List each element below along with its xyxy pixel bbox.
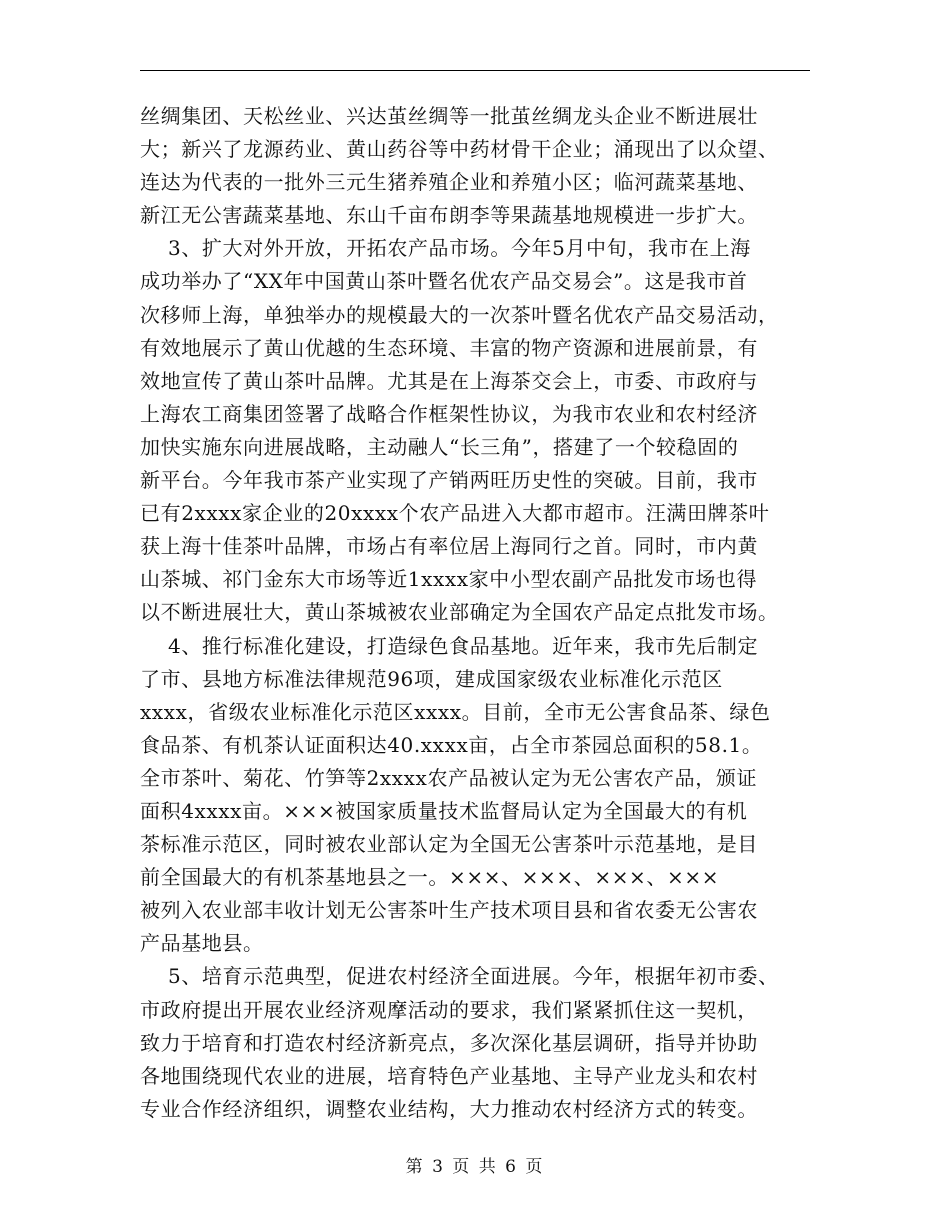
paragraph-start-line: 3、扩大对外开放，开拓农产品市场。今年5月中旬，我市在上海: [168, 236, 751, 261]
text-line: 市政府提出开展农业经济观摩活动的要求，我们紧紧抓住这一契机，: [140, 997, 758, 1022]
text-line: 次移师上海，单独举办的规模最大的一次茶叶暨名优农产品交易活动，: [140, 302, 779, 327]
text-line: 新平台。今年我市茶产业实现了产销两旺历史性的突破。目前，我市: [140, 468, 758, 493]
text-line: 丝绸集团、天松丝业、兴达茧丝绸等一批茧丝绸龙头企业不断进展壮: [140, 104, 758, 128]
paragraph-start-line: 5、培育示范典型，促进农村经济全面进展。今年，根据年初市委、: [168, 964, 779, 989]
text-line: xxxx，省级农业标准化示范区xxxx。目前，全市无公害食品茶、绿色: [140, 699, 771, 724]
text-line: 上海农工商集团签署了战略合作框架性协议，为我市农业和农村经济: [140, 401, 758, 426]
page-number-footer: 第 3 页 共 6 页: [405, 1157, 545, 1177]
text-line: 已有2xxxx家企业的20xxxx个农产品进入大都市超市。汪满田牌茶叶: [140, 501, 770, 526]
text-line: 有效地展示了黄山优越的生态环境、丰富的物产资源和进展前景，有: [140, 335, 758, 360]
text-line: 被列入农业部丰收计划无公害茶叶生产技术项目县和省农委无公害农: [140, 898, 758, 923]
text-line: 大；新兴了龙源药业、黄山药谷等中药材骨干企业；涌现出了以众望、: [140, 137, 779, 162]
header-rule: [140, 70, 810, 71]
text-line: 新江无公害蔬菜基地、东山千亩布朗李等果蔬基地规模进一步扩大。: [140, 203, 758, 228]
text-line: 成功举办了“XX年中国黄山茶叶暨名优农产品交易会”。这是我市首: [140, 269, 748, 294]
text-line: 全市茶叶、菊花、竹笋等2xxxx农产品被认定为无公害农产品，颁证: [140, 765, 758, 790]
text-line: 致力于培育和打造农村经济新亮点，多次深化基层调研，指导并协助: [140, 1030, 758, 1055]
text-line: 了市、县地方标准法律规范96项，建成国家级农业标准化示范区: [140, 666, 723, 691]
text-line: 连达为代表的一批外三元生猪养殖企业和养殖小区；临河蔬菜基地、: [140, 170, 758, 195]
text-line: 前全国最大的有机茶基地县之一。×××、×××、×××、×××: [140, 865, 720, 890]
text-line: 产品基地县。: [140, 931, 264, 956]
text-line: 专业合作经济组织，调整农业结构，大力推动农村经济方式的转变。: [140, 1096, 758, 1121]
body-text: [140, 100, 820, 1126]
text-line: 各地围绕现代农业的进展，培育特色产业基地、主导产业龙头和农村: [140, 1063, 758, 1088]
paragraph-start-line: 4、推行标准化建设，打造绿色食品基地。近年来，我市先后制定: [168, 633, 759, 658]
text-line: 面积4xxxx亩。×××被国家质量技术监督局认定为全国最大的有机: [140, 798, 748, 823]
text-line: 获上海十佳茶叶品牌，市场占有率位居上海同行之首。同时，市内黄: [140, 534, 758, 559]
text-line: 山茶城、祁门金东大市场等近1xxxx家中小型农副产品批发市场也得: [140, 567, 758, 592]
text-line: 以不断进展壮大，黄山茶城被农业部确定为全国农产品定点批发市场。: [140, 600, 779, 625]
text-line: 效地宣传了黄山茶叶品牌。尤其是在上海茶交会上，市委、市政府与: [140, 368, 758, 393]
text-line: 加快实施东向进展战略，主动融人“长三角”，搭建了一个较稳固的: [140, 434, 739, 459]
text-line: 茶标准示范区，同时被农业部认定为全国无公害茶叶示范基地，是目: [140, 832, 758, 857]
text-line: 食品茶、有机茶认证面积达40.xxxx亩，占全市茶园总面积的58.1。: [140, 732, 763, 757]
